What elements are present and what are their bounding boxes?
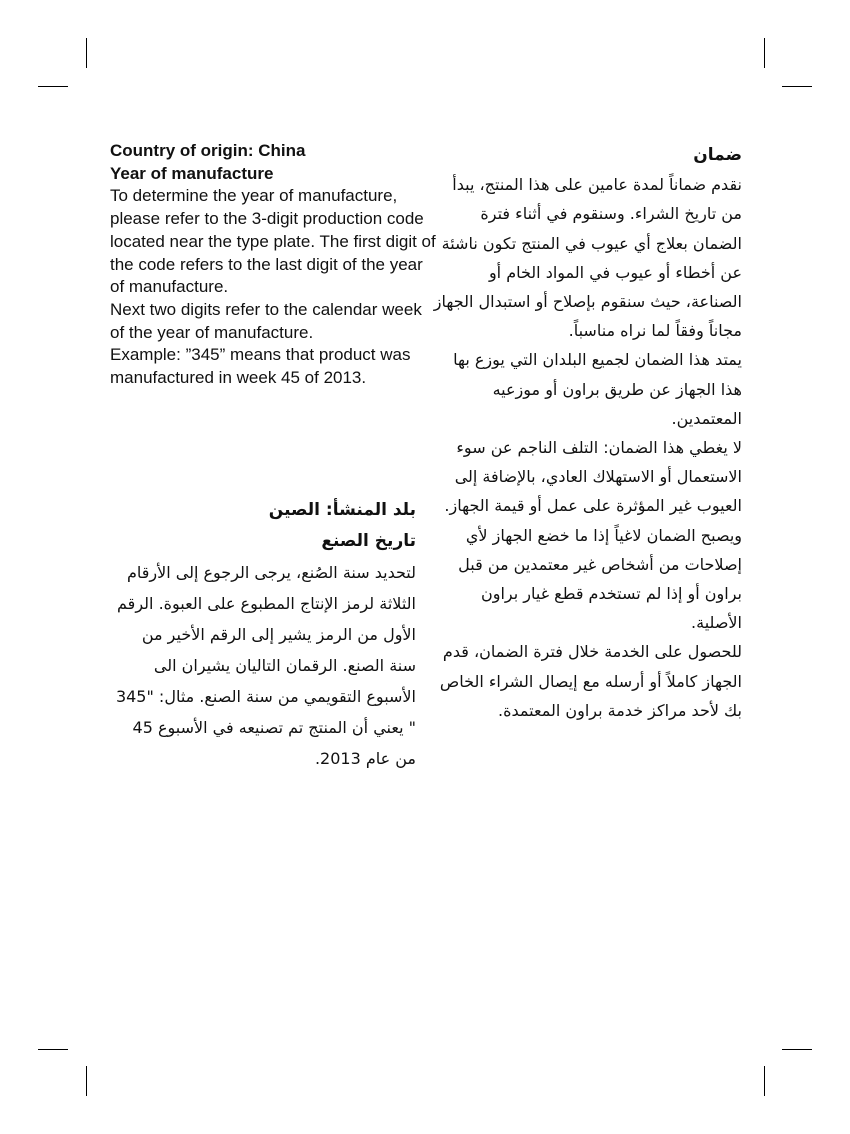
crop-mark-top-left-horizontal: [38, 86, 68, 87]
crop-mark-bottom-left-vertical: [86, 1066, 87, 1096]
crop-mark-bottom-right-horizontal: [782, 1049, 812, 1050]
arabic-warranty-section: [432, 141, 742, 725]
crop-mark-bottom-left-horizontal: [38, 1049, 68, 1050]
arabic-year-heading: تاريخ الصنع: [321, 531, 416, 551]
english-section: [110, 140, 440, 390]
arabic-origin-paragraph: لتحديد سنة الصُنع، يرجى الرجوع إلى الأرقام الثلاثة لرمز الإنتاج المطبوع على العبوة. الرقم الأول من الرمز يشير إلى الرقم الأخير من سنة الصنع. الرقمان التاليان يشيران الى الأسبوع التقويمي من سنة الصنع. مثال: "345 " يعني أن المنتج تم تصنيعه في الأسبوع 45 من عام 2013.: [115, 563, 416, 768]
english-paragraph-2: Next two digits refer to the calendar week of the year of manufacture.: [110, 299, 422, 342]
crop-mark-top-left-vertical: [86, 38, 87, 68]
crop-mark-bottom-right-vertical: [764, 1066, 765, 1096]
english-paragraph-1: To determine the year of manufacture, please refer to the 3-digit production code located near the type plate. The first digit of the code refers to the last digit of the year of manufacture.: [110, 186, 436, 297]
arabic-warranty-paragraph-1: نقدم ضماناً لمدة عامين على هذا المنتج، يبدأ من تاريخ الشراء. وسنقوم في أثناء فترة الضمان بعلاج أي عيوب في المنتج تكون ناشئة عن أخطاء أو عيوب في المواد الخام أو الصناعة، حيث سنقوم بإصلاح أو استبدال الجهاز مجاناً وفقاً لما نراه مناسباً.: [433, 175, 742, 341]
arabic-origin-heading: بلد المنشأ: الصين: [268, 500, 416, 520]
arabic-warranty-paragraph-4: للحصول على الخدمة خلال فترة الضمان، قدم الجهاز كاملاً أو أرسله مع إيصال الشراء الخاص بك لأحد مراكز خدمة براون المعتمدة.: [439, 642, 742, 720]
crop-mark-top-right-horizontal: [782, 86, 812, 87]
arabic-origin-section: [110, 495, 416, 774]
english-origin-heading: Country of origin: China: [110, 141, 306, 160]
arabic-warranty-heading: ضمان: [693, 145, 742, 165]
arabic-warranty-paragraph-3: لا يغطي هذا الضمان: التلف الناجم عن سوء الاستعمال أو الاستهلاك العادي، بالإضافة إلى العيوب غير المؤثرة على عمل أو قيمة الجهاز. ويصبح الضمان لاغياً إذا ما خضع الجهاز لأي إصلاحات من أشخاص غير معتمدين من قبل براون أو إذا لم تستخدم قطع غيار براون الأصلية.: [444, 438, 742, 633]
arabic-warranty-paragraph-2: يمتد هذا الضمان لجميع البلدان التي يوزع بها هذا الجهاز عن طريق براون أو موزعيه المعتمدين.: [453, 350, 742, 428]
english-paragraph-3: Example: ”345” means that product was manufactured in week 45 of 2013.: [110, 345, 411, 388]
crop-mark-top-right-vertical: [764, 38, 765, 68]
english-year-heading: Year of manufacture: [110, 163, 274, 183]
